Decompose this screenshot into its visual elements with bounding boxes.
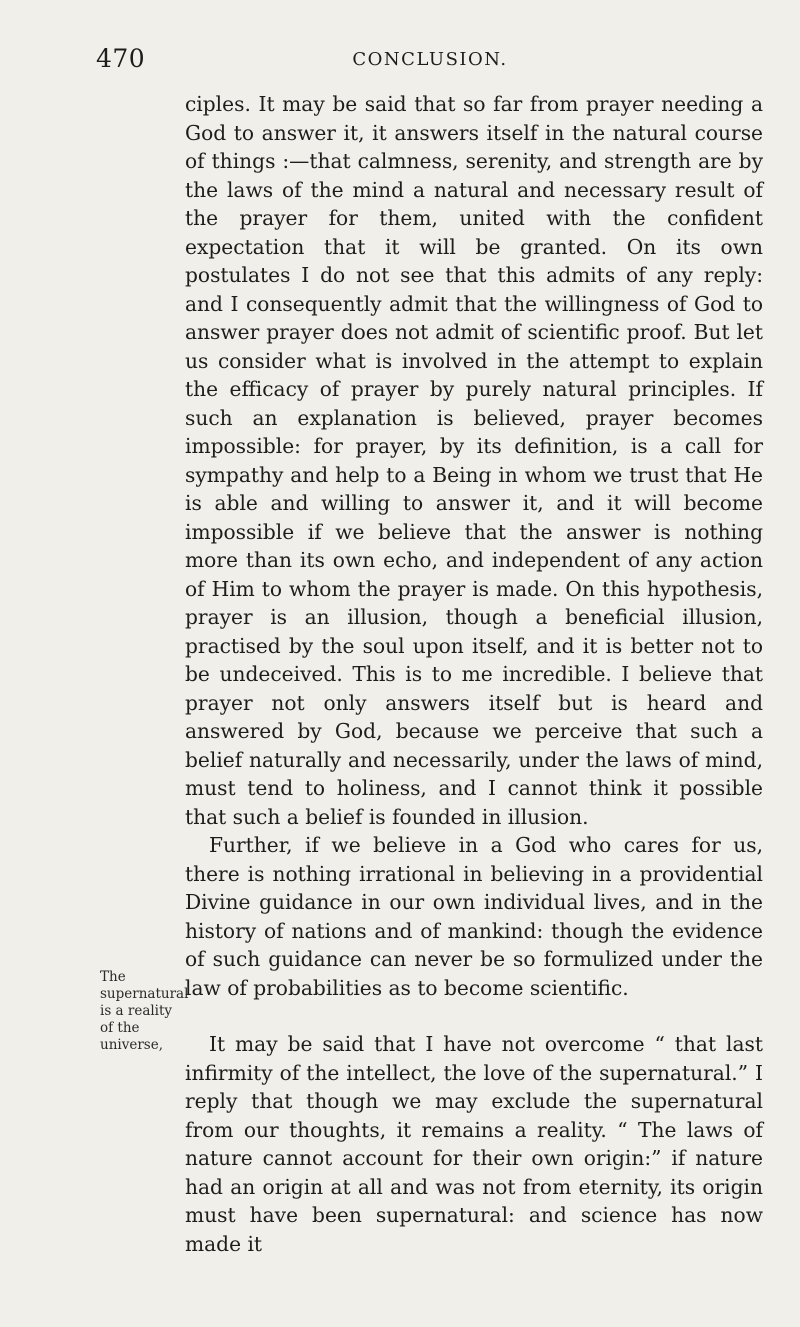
paragraph-1: ciples. It may be said that so far from prayer needing a God to answer it, it answers itself in the natural course of things :—that calmness, serenity, and strength are by the laws of the mind a natural and necessary result of the prayer for them, united with the confident expectation that it will be granted. On its own postulates I do not see that this admits of any reply: and I consequently admit that the willingness of God to answer prayer does not admit of scientific proof. But let us consider what is involved in the attempt to explain the efficacy of prayer by purely natural principles. If such an explanation is believed, prayer becomes impossible: for prayer, by its definition, is a call for sympathy and help to a Being in whom we trust that He is able and willing to answer it, and it will become impossible if we believe that the answer is nothing more than its own echo, and independent of any action of Him to whom the prayer is made. On this hypothesis, prayer is an illusion, though a beneficial illusion, practised by the soul upon itself, and it is better not to be undeceived. This is to me incredible. I believe that prayer not only answers itself but is heard and answered by God, because we perceive that such a belief naturally and necessarily, under the laws of mind, must tend to holiness, and I cannot think it possible that such a belief is founded in illusion. [185, 92, 763, 829]
page-number: 470 [96, 44, 146, 73]
body-text [185, 90, 763, 1258]
running-title: CONCLUSION. [352, 49, 508, 70]
margin-note: The supernatural is a reality of the universe, [100, 969, 189, 1053]
paragraph-2: Further, if we believe in a God who cares for us, there is nothing irrational in believing in a providential Divine guidance in our own individual lives, and in the history of nations and of mankind: though the evidence of such guidance can never be so formulized under the law of probabilities as to become scientific. [185, 833, 763, 1000]
paragraph-3: It may be said that I have not overcome “ that last infirmity of the intellect, the love of the supernatural.” I reply that though we may exclude the supernatural from our thoughts, it remains a reality. “ The laws of nature cannot account for their own origin:” if nature had an origin at all and was not from eternity, its origin must have been supernatural: and science has now made it [185, 1032, 763, 1256]
